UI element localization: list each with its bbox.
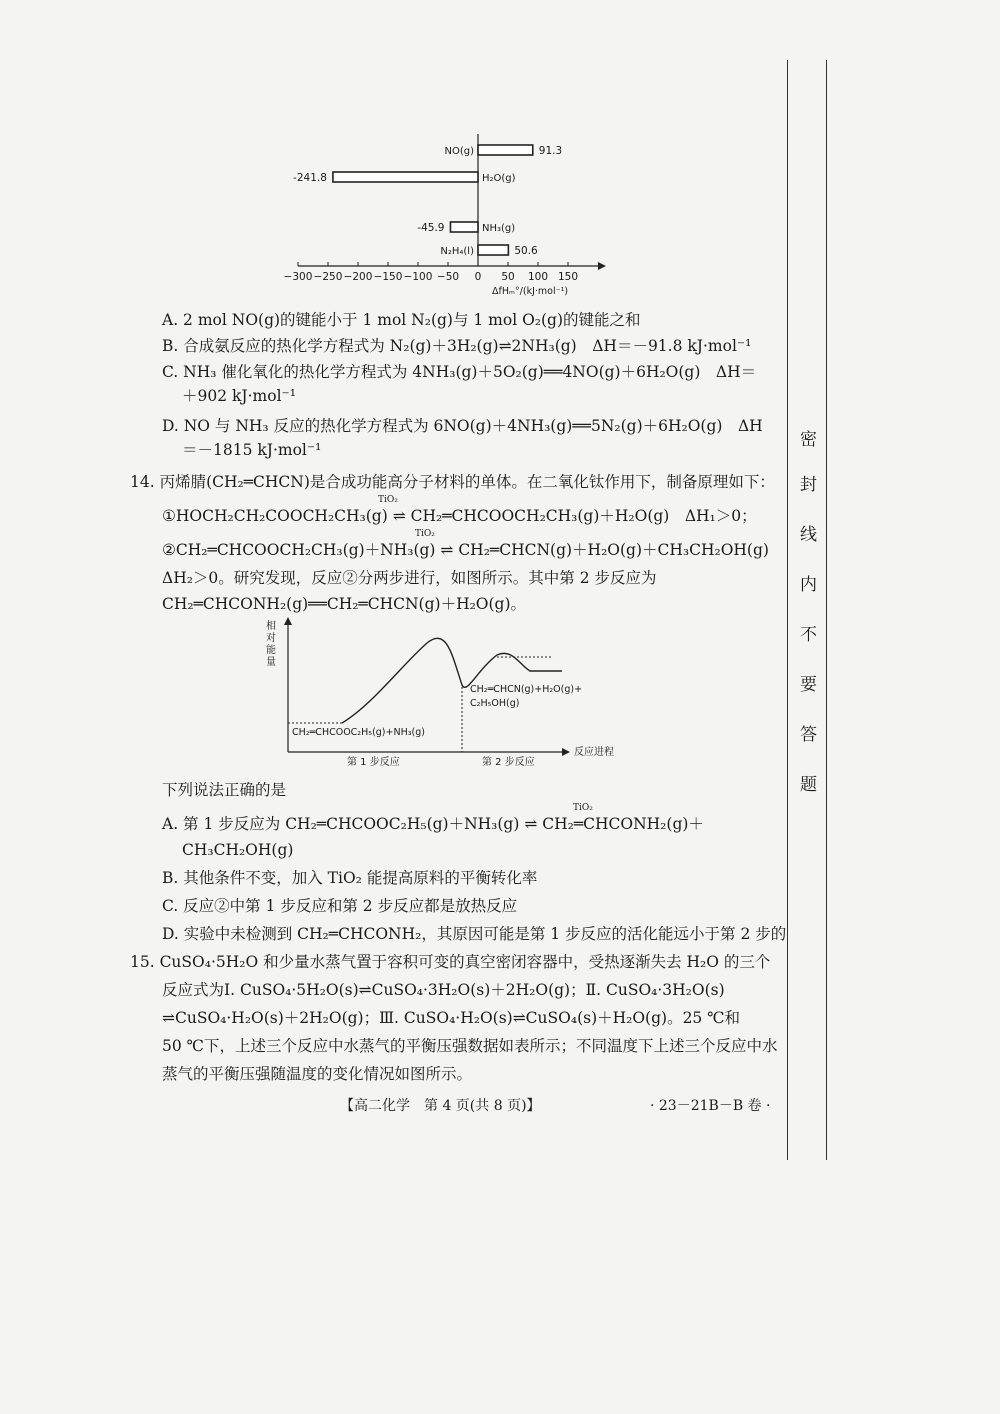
x-tick-label: 150 bbox=[557, 271, 579, 283]
x-tick-label: −50 bbox=[436, 271, 460, 283]
page-footer-code: · 23－21B－B 卷 · bbox=[650, 1098, 771, 1114]
diagram-y-arrow bbox=[284, 617, 292, 625]
q14-option-c: C. 反应②中第 1 步反应和第 2 步反应都是放热反应 bbox=[162, 897, 518, 915]
bar bbox=[450, 222, 478, 232]
data-label: 91.3 bbox=[538, 145, 563, 157]
category-label: H₂O(g) bbox=[482, 173, 516, 184]
x-tick-label: 100 bbox=[527, 271, 549, 283]
category-label: NO(g) bbox=[444, 146, 474, 157]
seal-line-right bbox=[826, 60, 827, 1160]
seal-char: 答 bbox=[800, 725, 817, 745]
seal-char: 密 bbox=[800, 430, 817, 450]
catalyst-label: TiO₂ bbox=[415, 529, 435, 539]
data-label: -241.8 bbox=[293, 172, 327, 184]
seal-line-left bbox=[787, 60, 788, 1160]
q14-ask: 下列说法正确的是 bbox=[162, 781, 287, 799]
enthalpy-bar-chart bbox=[280, 130, 620, 305]
x-tick-label: −250 bbox=[313, 271, 343, 283]
x-tick-label: −300 bbox=[283, 271, 313, 283]
bar bbox=[478, 245, 508, 255]
seal-char: 内 bbox=[800, 575, 817, 595]
product-label-1: CH₂═CHCN(g)+H₂O(g)+ bbox=[470, 684, 583, 695]
x-tick-label: 50 bbox=[501, 271, 515, 283]
seal-char: 封 bbox=[800, 475, 817, 495]
diagram-ylabel-2: 对 bbox=[266, 633, 276, 644]
q14-option-d: D. 实验中未检测到 CH₂═CHCONH₂，其原因可能是第 1 步反应的活化能远小于第 2 步的 bbox=[162, 925, 787, 943]
q14-stem: 14. 丙烯腈(CH₂═CHCN)是合成功能高分子材料的单体。在二氧化钛作用下，制备原理如下： bbox=[130, 473, 775, 491]
q14-reaction-2-dh: ΔH₂＞0。研究发现，反应②分两步进行，如图所示。其中第 2 步反应为 bbox=[162, 569, 657, 587]
q14-reaction-1: ①HOCH₂CH₂COOCH₂CH₃(g) ⇌ CH₂═CHCOOCH₂CH₃(g)＋H₂O(g) ΔH₁＞0； bbox=[162, 507, 757, 525]
reactant-label: CH₂═CHCOOC₂H₅(g)+NH₃(g) bbox=[292, 727, 425, 738]
x-tick-label: −100 bbox=[403, 271, 433, 283]
seal-char: 线 bbox=[800, 525, 817, 545]
q13-option-c-cont: ＋902 kJ·mol⁻¹ bbox=[182, 387, 296, 405]
step2-label: 第 2 步反应 bbox=[482, 757, 535, 768]
product-label-2: C₂H₅OH(g) bbox=[470, 698, 520, 709]
q14-step2-equation: CH₂═CHCONH₂(g)══CH₂═CHCN(g)＋H₂O(g)。 bbox=[162, 595, 527, 613]
q15-line-3: ⇌CuSO₄·H₂O(s)＋2H₂O(g)；Ⅲ. CuSO₄·H₂O(s)⇌CuSO₄(s)＋H₂O(g)。25 ℃和 bbox=[162, 1009, 741, 1027]
q15-line-5: 蒸气的平衡压强随温度的变化情况如图所示。 bbox=[162, 1065, 473, 1083]
category-label: N₂H₄(l) bbox=[440, 246, 474, 257]
catalyst-label: TiO₂ bbox=[378, 495, 398, 505]
x-axis-label: ΔfHₘ°/(kJ·mol⁻¹) bbox=[492, 286, 569, 297]
data-label: -45.9 bbox=[417, 222, 445, 234]
bar bbox=[478, 145, 533, 155]
q15-line-4: 50 ℃下，上述三个反应中水蒸气的平衡压强数据如表所示；不同温度下上述三个反应中水 bbox=[162, 1037, 778, 1055]
category-label: NH₃(g) bbox=[482, 223, 516, 234]
q13-option-a: A. 2 mol NO(g)的键能小于 1 mol N₂(g)与 1 mol O₂(g)的键能之和 bbox=[162, 311, 641, 329]
q14-option-a-cont: CH₃CH₂OH(g) bbox=[182, 841, 294, 859]
seal-char: 要 bbox=[800, 675, 817, 695]
data-label: 50.6 bbox=[514, 245, 538, 257]
step1-label: 第 1 步反应 bbox=[347, 757, 400, 768]
x-tick-label: 0 bbox=[474, 271, 482, 283]
q14-option-a: A. 第 1 步反应为 CH₂═CHCOOC₂H₅(g)＋NH₃(g) ⇌ CH₂═CHCONH₂(g)＋ bbox=[162, 815, 704, 833]
x-tick-label: −150 bbox=[373, 271, 403, 283]
q15-line-1: 15. CuSO₄·5H₂O 和少量水蒸气置于容积可变的真空密闭容器中，受热逐渐失去 H₂O 的三个 bbox=[130, 953, 771, 971]
diagram-ylabel-3: 能 bbox=[266, 645, 276, 656]
q14-reaction-2: ②CH₂═CHCOOCH₂CH₃(g)＋NH₃(g) ⇌ CH₂═CHCN(g)＋H₂O(g)＋CH₃CH₂OH(g) bbox=[162, 541, 769, 559]
q14-option-b: B. 其他条件不变，加入 TiO₂ 能提高原料的平衡转化率 bbox=[162, 869, 538, 887]
q13-option-c: C. NH₃ 催化氧化的热化学方程式为 4NH₃(g)＋5O₂(g)══4NO(g)＋6H₂O(g) ΔH＝ bbox=[162, 363, 757, 381]
seal-char: 题 bbox=[800, 775, 817, 795]
bar bbox=[333, 172, 478, 182]
q15-line-2: 反应式为Ⅰ. CuSO₄·5H₂O(s)⇌CuSO₄·3H₂O(s)＋2H₂O(g)；Ⅱ. CuSO₄·3H₂O(s) bbox=[162, 981, 725, 999]
catalyst-label: TiO₂ bbox=[573, 803, 593, 813]
seal-char: 不 bbox=[800, 625, 817, 645]
q13-option-d: D. NO 与 NH₃ 反应的热化学方程式为 6NO(g)＋4NH₃(g)══5N₂(g)＋6H₂O(g) ΔH bbox=[162, 417, 763, 435]
diagram-ylabel-1: 相 bbox=[266, 621, 276, 632]
diagram-x-arrow bbox=[562, 748, 570, 756]
q13-option-d-cont: ＝－1815 kJ·mol⁻¹ bbox=[182, 441, 322, 459]
diagram-xlabel: 反应进程 bbox=[574, 747, 614, 758]
energy-profile-diagram bbox=[262, 615, 632, 770]
x-axis-arrow bbox=[598, 262, 606, 270]
energy-curve bbox=[342, 638, 562, 723]
x-tick-label: −200 bbox=[343, 271, 373, 283]
diagram-ylabel-4: 量 bbox=[266, 657, 276, 668]
page-footer-title: 【高二化学 第 4 页(共 8 页)】 bbox=[340, 1098, 541, 1114]
q13-option-b: B. 合成氨反应的热化学方程式为 N₂(g)＋3H₂(g)⇌2NH₃(g) ΔH＝－91.8 kJ·mol⁻¹ bbox=[162, 337, 752, 355]
